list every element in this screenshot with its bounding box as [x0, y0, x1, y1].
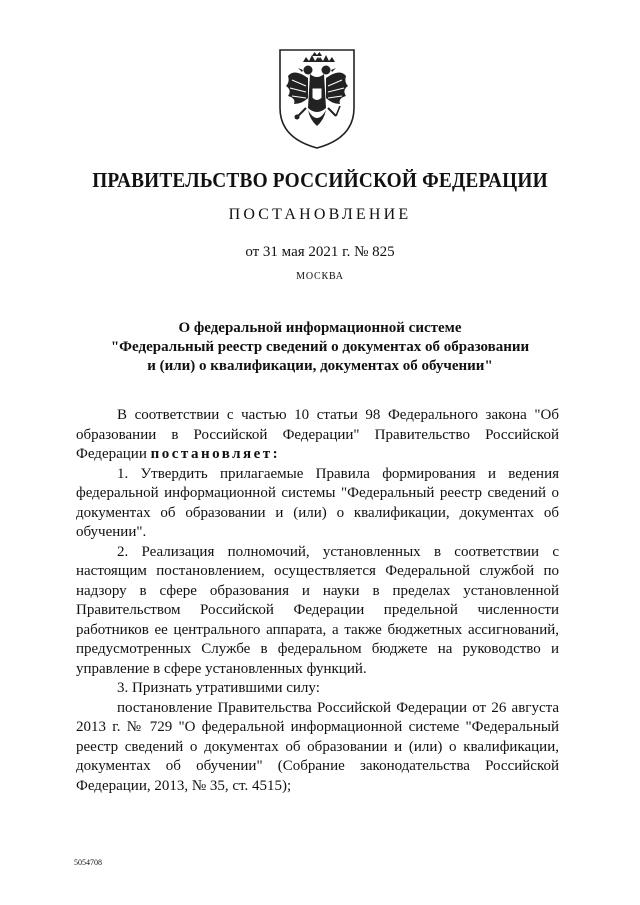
paragraph-1: 1. Утвердить прилагаемые Правила формирования и ведения федеральной информационной системы "Федеральный реестр сведений о документах об образовании и (или) о квалификации, документах об обучении". — [76, 465, 559, 540]
coat-of-arms-icon — [272, 46, 362, 150]
intro-text: В соответствии с частью 10 статьи 98 Федерального закона "Об образовании в Российской Федерации" Правительство Российской Федерации — [76, 407, 559, 462]
decree-word: постановляет: — [150, 446, 281, 462]
paragraph-2: 2. Реализация полномочий, установленных в соответствии с настоящим постановлением, осуществляется Федеральной службой по надзору в сфере образования и науки в пределах установленной Правительством Российской Федерации предельной численности работников ее центрального аппарата, а также бюджетных ассигнований, предусмотренных Службе в федеральном бюджете на руководство и управление в сфере установленных функций. — [76, 543, 559, 677]
title-line-3: и (или) о квалификации, документах об обучении" — [147, 358, 493, 374]
intro-paragraph — [76, 406, 559, 465]
document-type: ПОСТАНОВЛЕНИЕ — [228, 206, 412, 223]
document-body — [76, 406, 559, 796]
paragraph-4: постановление Правительства Российской Федерации от 26 августа 2013 г. № 729 "О федеральной информационной системе "Федеральный реестр сведений о документах об образовании и (или) о квалификации, документах об обучении" (Собрание законодательства Российской Федерации, 2013, № 35, ст. 4515); — [76, 699, 559, 794]
date-number: от 31 мая 2021 г. № 825 — [245, 244, 395, 260]
government-title: ПРАВИТЕЛЬСТВО РОССИЙСКОЙ ФЕДЕРАЦИИ — [92, 168, 548, 192]
document-title — [60, 319, 580, 376]
paragraph-3: 3. Признать утратившими силу: — [117, 680, 320, 696]
document-code: 5054708 — [74, 858, 102, 867]
title-line-2: "Федеральный реестр сведений о документах об образовании — [110, 339, 530, 355]
city: МОСКВА — [296, 271, 344, 282]
title-line-1: О федеральной информационной системе — [178, 320, 462, 336]
